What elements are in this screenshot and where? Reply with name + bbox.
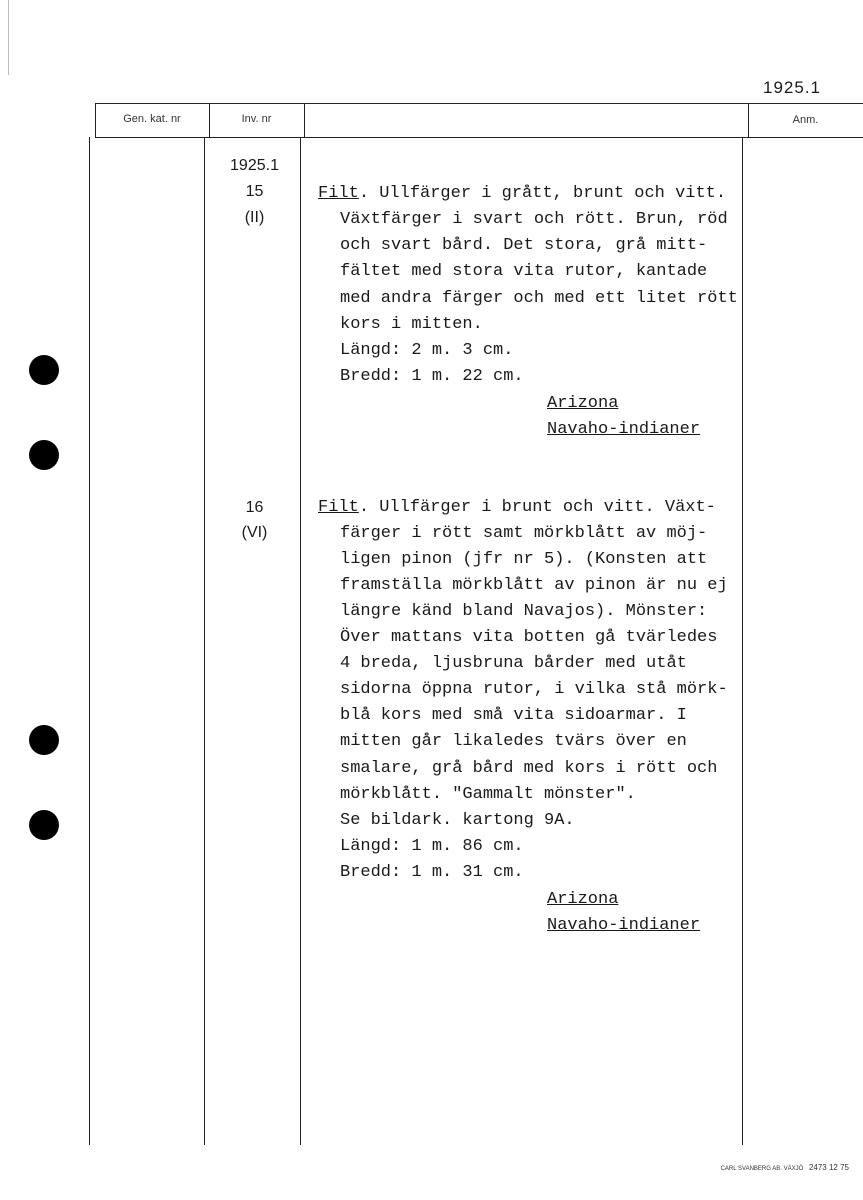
column-rule-3	[304, 103, 305, 138]
entry-1-line-1: Växtfärger i svart och rött. Brun, röd	[340, 210, 728, 229]
entry-1-line-3: fältet med stora vita rutor, kantade	[340, 262, 708, 281]
entry-1-line-4: med andra färger och med ett litet rött	[340, 289, 738, 308]
entry-2-inv-roman: (VI)	[241, 524, 268, 541]
printer-name: CARL SVANBERG AB. VÄXJÖ	[720, 1166, 804, 1172]
entry-2-line-1: färger i rött samt mörkblått av möj-	[340, 524, 708, 543]
entry-1-first-line-rest: . Ullfärger i grått, brunt och vitt.	[358, 184, 727, 203]
entry-2-line-4: längre känd bland Navajos). Mönster:	[340, 602, 708, 621]
entry-1-inv-number: 15	[245, 183, 264, 200]
entry-1-width: Bredd: 1 m. 22 cm.	[340, 367, 524, 386]
entry-2-line-10: smalare, grå bård med kors i rött och	[340, 759, 718, 778]
entry-2-line-8: blå kors med små vita sidoarmar. I	[340, 706, 687, 725]
entry-1-inv-roman: (II)	[244, 209, 265, 226]
header-gen-kat-nr: Gen. kat. nr	[123, 113, 181, 125]
entry-2-line-11: mörkblått. "Gammalt mönster".	[340, 785, 636, 804]
entry-2-width: Bredd: 1 m. 31 cm.	[340, 863, 524, 882]
entry-2-line-5: Över mattans vita botten gå tvärledes	[340, 628, 718, 647]
entry-1-line-5: kors i mitten.	[340, 315, 483, 334]
entry-2-first-line	[318, 495, 716, 521]
entry-1-line-2: och svart bård. Det stora, grå mitt-	[340, 236, 708, 255]
entry-2-line-12: Se bildark. kartong 9A.	[340, 811, 575, 830]
form-number: 2473 12 75	[808, 1163, 849, 1172]
header-inv-nr: Inv. nr	[241, 113, 272, 125]
printer-imprint	[721, 1163, 849, 1172]
entry-2-inv-number: 16	[245, 499, 264, 516]
column-rule-left-body	[89, 137, 90, 1145]
entry-2-line-6: 4 breda, ljusbruna bårder med utåt	[340, 654, 687, 673]
entry-2-line-3: framställa mörkblått av pinon är nu ej	[340, 576, 728, 595]
margin-mark	[8, 0, 9, 75]
page-number: 1925.1	[763, 78, 821, 97]
entry-2-line-9: mitten går likaledes tvärs över en	[340, 732, 687, 751]
entry-1-inv-year: 1925.1	[230, 157, 279, 174]
entry-2-line-7: sidorna öppna rutor, i vilka stå mörk-	[340, 680, 728, 699]
entry-2-title: Filt	[318, 498, 359, 517]
entry-2-place: Arizona	[547, 890, 619, 909]
entry-1-title: Filt	[318, 184, 359, 203]
header-anm: Anm.	[792, 114, 819, 126]
binding-hole-3	[29, 725, 59, 755]
column-rule-4-body	[742, 137, 743, 1145]
column-rule-2-body	[204, 137, 205, 1145]
entry-2-people: Navaho-indianer	[547, 916, 701, 935]
entry-1-length: Längd: 2 m. 3 cm.	[340, 341, 514, 360]
column-rule-3-body	[300, 137, 301, 1145]
binding-hole-1	[29, 355, 59, 385]
entry-2-line-2: ligen pinon (jfr nr 5). (Konsten att	[340, 550, 708, 569]
entry-2-length: Längd: 1 m. 86 cm.	[340, 837, 524, 856]
entry-2-first-line-rest: . Ullfärger i brunt och vitt. Växt-	[358, 498, 716, 517]
binding-hole-4	[29, 810, 59, 840]
binding-hole-2	[29, 440, 59, 470]
entry-1-people: Navaho-indianer	[547, 420, 701, 439]
entry-1-first-line	[318, 181, 726, 207]
entry-1-place: Arizona	[547, 394, 619, 413]
